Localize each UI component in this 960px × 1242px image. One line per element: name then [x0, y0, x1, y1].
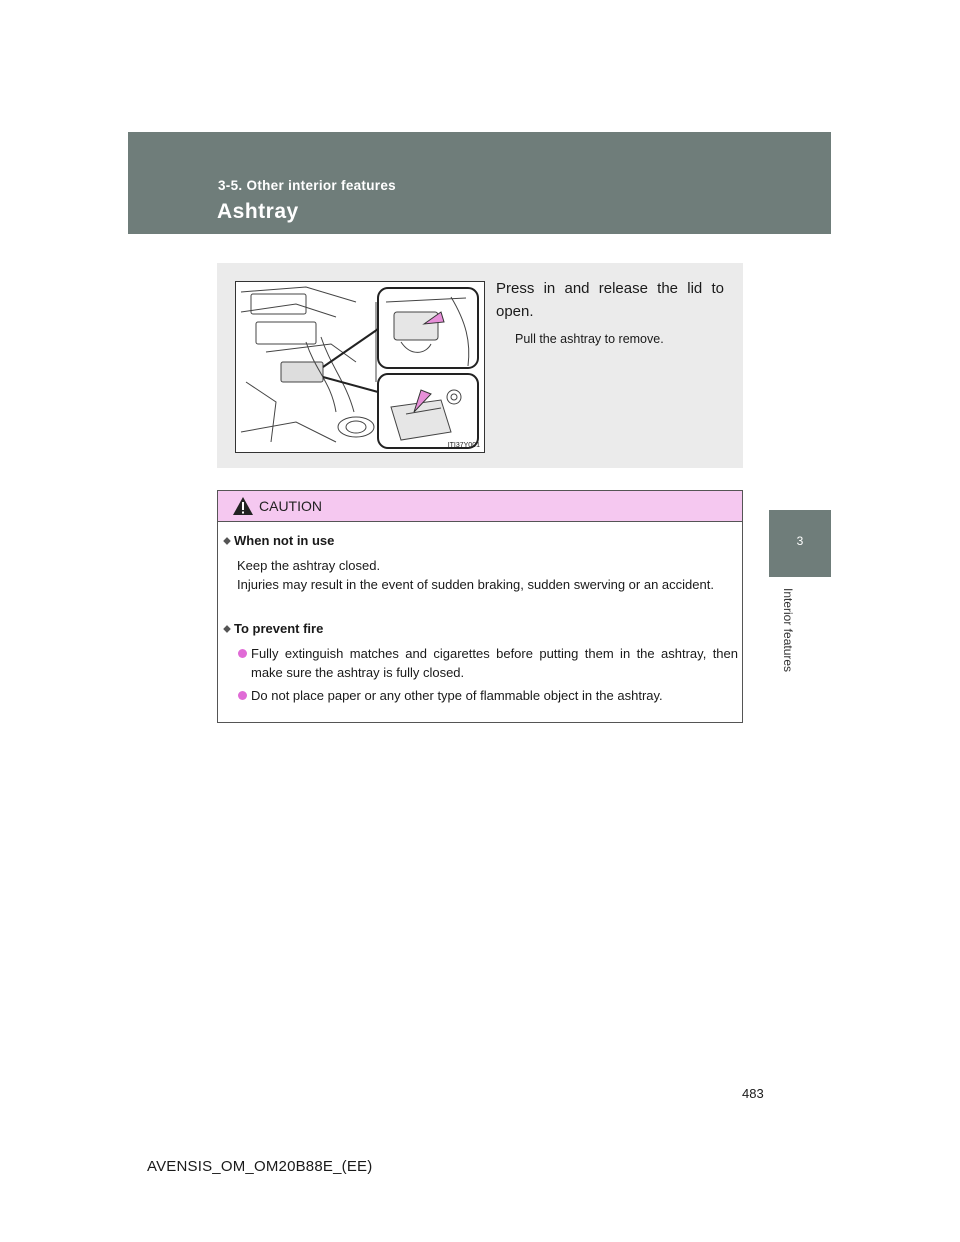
- page-number: 483: [742, 1086, 764, 1101]
- figure-panel: [217, 263, 743, 468]
- figure-code: ITI37Y001: [447, 442, 480, 449]
- page-title: Ashtray: [217, 200, 299, 223]
- caution-bullet-text: Fully extinguish matches and cigarettes before putting them in the ashtray, then make sure the ashtray is fully closed.: [251, 646, 738, 680]
- caution-bullet: [238, 686, 738, 705]
- caution-heading-text: To prevent fire: [234, 621, 324, 636]
- step-sub-instruction: Pull the ashtray to remove.: [515, 332, 664, 346]
- chapter-label: Interior features: [781, 588, 795, 673]
- caution-heading-text: When not in use: [234, 533, 335, 548]
- document-code: AVENSIS_OM_OM20B88E_(EE): [147, 1158, 373, 1175]
- caution-title: CAUTION: [259, 498, 322, 514]
- diamond-bullet-icon: [223, 625, 231, 633]
- caution-bullet-text: Do not place paper or any other type of flammable object in the ashtray.: [251, 688, 663, 703]
- caution-heading-not-in-use: [224, 533, 334, 548]
- chapter-tab: [769, 510, 831, 577]
- warning-triangle-icon: [232, 496, 254, 516]
- bullet-dot-icon: [238, 691, 247, 700]
- caution-header: [218, 491, 742, 522]
- caution-text-not-in-use: Keep the ashtray closed. Injuries may result in the event of sudden braking, sudden swerving or an accident.: [237, 558, 714, 592]
- console-drawing-icon: [236, 282, 484, 452]
- step-instruction: Press in and release the lid to open.: [496, 280, 724, 320]
- chapter-number: 3: [796, 534, 804, 548]
- caution-heading-prevent-fire: [224, 621, 323, 636]
- bullet-dot-icon: [238, 649, 247, 658]
- caution-bullet: [238, 644, 738, 682]
- caution-box: [217, 490, 743, 723]
- diamond-bullet-icon: [223, 537, 231, 545]
- ashtray-illustration: [235, 281, 485, 453]
- section-label: 3-5. Other interior features: [218, 178, 396, 193]
